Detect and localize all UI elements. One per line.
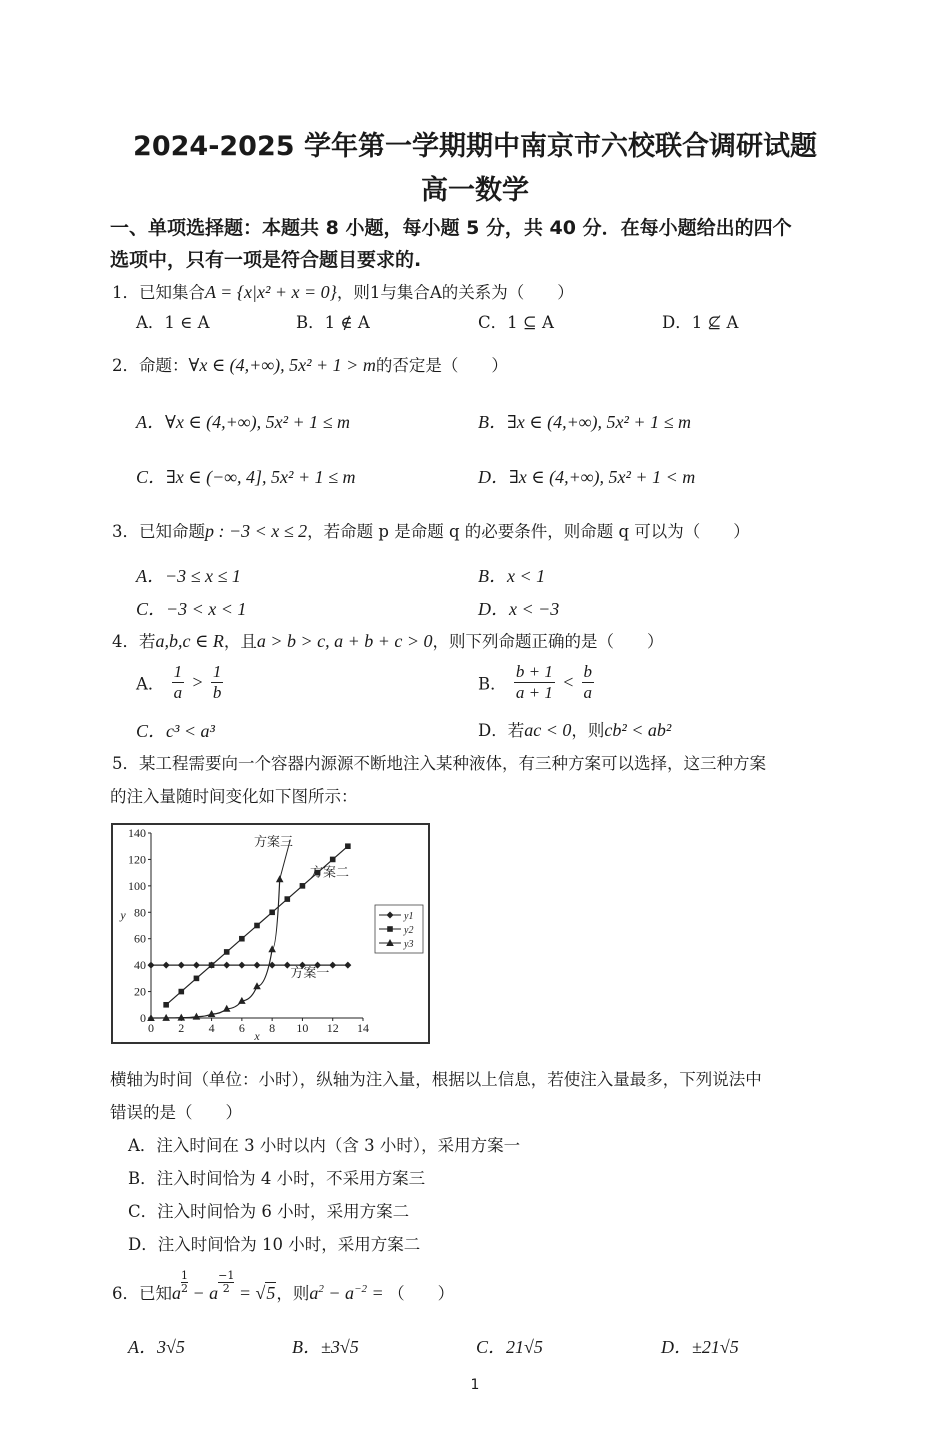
q6-stem-b: ，则 — [276, 1284, 310, 1303]
q6-a1: a — [172, 1283, 181, 1303]
q6-exp2-num: −1 — [218, 1269, 235, 1282]
q2-stem-a: 命题： — [139, 356, 189, 375]
q6-exp2 — [218, 1270, 234, 1295]
y-tick-label: 60 — [134, 931, 146, 946]
q3-option-b: B．x < 1 — [478, 566, 546, 586]
series-y1-point — [329, 962, 336, 969]
series-y2-point — [284, 896, 290, 902]
question-6-stem — [112, 1269, 455, 1305]
series-y1-point — [178, 962, 185, 969]
q4-option-a-gt: > — [191, 672, 204, 692]
q6-option-a: A．3√5 — [128, 1337, 185, 1357]
y-axis-label: y — [120, 907, 126, 922]
q4-option-a-frac1-den: a — [173, 683, 183, 702]
q4-option-b-label: B． — [478, 674, 507, 694]
y-tick-label: 140 — [128, 826, 146, 840]
series-y2-point — [300, 883, 306, 889]
legend-label: y2 — [404, 925, 414, 936]
q4-option-a-frac2 — [211, 662, 224, 703]
question-5-stem-line2: 的注入量随时间变化如下图所示： — [110, 787, 358, 806]
q2-stem-b: 的否定是（ ） — [375, 356, 508, 375]
series-y1-point — [238, 962, 245, 969]
series-y2-point — [254, 923, 260, 929]
q4-option-a-frac1 — [172, 662, 185, 703]
y-tick-label: 80 — [134, 905, 146, 920]
q4-expr2: a > b > c, a + b + c > 0 — [256, 631, 433, 651]
q6-stem-a: 已知 — [139, 1284, 172, 1303]
q4-option-d-c: ，则 — [571, 721, 605, 740]
q1-stem-a: 已知集合 — [139, 283, 205, 302]
q6-option-d: D．±21√5 — [661, 1337, 739, 1357]
q2-number: 2． — [112, 356, 139, 375]
q5-option-d: D．注入时间恰为 10 小时，采用方案二 — [128, 1235, 421, 1254]
y-tick-label: 0 — [140, 1011, 146, 1025]
q6-exp1-den: 2 — [181, 1282, 188, 1295]
series-y1-point — [223, 962, 230, 969]
q6-eq: = √5 — [234, 1283, 276, 1303]
x-tick-label: 6 — [238, 1021, 245, 1035]
series-y2-point — [194, 976, 200, 982]
q1-stem-b: ，则1与集合A的关系为（ ） — [336, 283, 574, 302]
q2-expr: ∀x ∈ (4,+∞), 5x² + 1 > m — [188, 355, 376, 375]
q4-stem-a: 若 — [139, 632, 156, 651]
q6-stem-c: （ ） — [388, 1284, 455, 1303]
q4-option-b-frac2-num: b — [583, 662, 593, 681]
q4-option-c: C．c³ < a³ — [136, 721, 215, 741]
question-4-stem — [112, 628, 664, 652]
q4-option-d — [478, 717, 671, 741]
exam-subtitle: 高一数学 — [421, 175, 529, 206]
legend-label: y3 — [404, 939, 414, 950]
q4-option-b-frac1-num: b + 1 — [515, 662, 553, 681]
annotation-plan2: 方案二 — [310, 865, 350, 881]
question-5-stem-line1 — [112, 750, 766, 774]
injection-chart — [113, 825, 428, 1042]
y-tick-label: 20 — [134, 984, 146, 999]
q3-option-c: C．−3 < x < 1 — [136, 599, 247, 619]
q4-option-d-a: D．若 — [478, 721, 525, 740]
x-tick-label: 10 — [296, 1021, 309, 1035]
q3-option-d: D．x < −3 — [478, 599, 560, 619]
series-y1-point — [254, 962, 261, 969]
q4-option-d-d: cb² < ab² — [604, 720, 672, 740]
q2-option-c: C．∃x ∈ (−∞, 4], 5x² + 1 ≤ m — [136, 467, 356, 487]
question-1-stem — [112, 279, 574, 303]
legend-label: y1 — [404, 911, 414, 922]
series-y2-point — [345, 843, 351, 849]
q6-option-c: C．21√5 — [476, 1337, 543, 1357]
q5-option-c: C．注入时间恰为 6 小时，采用方案二 — [128, 1202, 410, 1221]
q3-option-a: A．−3 ≤ x ≤ 1 — [136, 566, 241, 586]
q4-option-a-frac2-den: b — [212, 683, 222, 702]
section-header-line1: 一、单项选择题：本题共 8 小题，每小题 5 分，共 40 分．在每小题给出的四个 — [110, 217, 792, 239]
q3-stem-a: 已知命题 — [139, 522, 205, 541]
question-2-stem — [112, 352, 508, 376]
y-tick-label: 100 — [128, 878, 146, 893]
q4-stem-c: ，则下列命题正确的是（ ） — [432, 632, 664, 651]
q6-minus: − a — [188, 1283, 219, 1303]
annotation-plan3: 方案三 — [253, 835, 293, 851]
q2-option-b: B．∃x ∈ (4,+∞), 5x² + 1 ≤ m — [478, 412, 691, 432]
series-y3-point — [276, 875, 284, 882]
q5-after-line1: 横轴为时间（单位：小时），纵轴为注入量，根据以上信息，若使注入量最多，下列说法中 — [110, 1070, 762, 1089]
q1-option-d: D．1 ⊈ A — [662, 313, 739, 332]
x-tick-label: 12 — [326, 1021, 339, 1035]
q1-option-c: C．1 ⊆ A — [478, 313, 554, 332]
q4-option-b-lt: < — [562, 672, 575, 692]
q6-option-b: B．±3√5 — [292, 1337, 359, 1357]
q5-after-line2: 错误的是（ ） — [110, 1103, 242, 1122]
q1-set: A = {x|x² + x = 0} — [205, 282, 337, 302]
q4-stem-b: ，且 — [223, 632, 257, 651]
y-tick-label: 40 — [134, 958, 146, 973]
series-y2-point — [209, 962, 215, 968]
annotation-plan1: 方案一 — [290, 966, 330, 982]
q2-option-a: A．∀x ∈ (4,+∞), 5x² + 1 ≤ m — [136, 412, 351, 432]
q5-number: 5． — [112, 754, 139, 773]
q6-target: $a^2 - a^{-2}$ = — [309, 1283, 389, 1303]
q4-option-b-frac1 — [514, 662, 555, 703]
q3-p: p : −3 < x ≤ 2 — [205, 521, 308, 541]
q4-option-a — [136, 662, 225, 703]
q4-option-b — [478, 662, 596, 703]
series-y3-point — [268, 945, 276, 952]
series-y2-point — [269, 909, 275, 915]
series-y2-point — [239, 936, 245, 942]
series-y1-point — [163, 962, 170, 969]
q4-expr: a,b,c ∈ R — [155, 631, 224, 651]
series-y2-point — [163, 1002, 169, 1008]
q4-option-d-b: ac < 0 — [524, 720, 572, 740]
q4-option-b-frac1-den: a + 1 — [515, 683, 553, 702]
q4-option-b-frac2-den: a — [583, 683, 593, 702]
q4-option-b-frac2 — [582, 662, 595, 703]
q3-number: 3． — [112, 522, 139, 541]
q1-option-a: A．1 ∈ A — [136, 313, 210, 332]
x-axis-label: x — [254, 1029, 260, 1042]
q5-option-b: B．注入时间恰为 4 小时，不采用方案三 — [128, 1169, 426, 1188]
q2-option-d: D．∃x ∈ (4,+∞), 5x² + 1 < m — [478, 467, 696, 487]
series-y2-point — [224, 949, 230, 955]
q6-exp2-den: 2 — [222, 1282, 230, 1295]
x-tick-label: 2 — [178, 1021, 185, 1035]
q1-number: 1． — [112, 283, 139, 302]
q4-number: 4． — [112, 632, 139, 651]
legend-marker — [387, 926, 393, 932]
section-header-line2: 选项中，只有一项是符合题目要求的. — [110, 249, 422, 271]
q6-exp1 — [181, 1270, 188, 1295]
x-tick-label: 14 — [357, 1021, 369, 1035]
q3-stem-b: ，若命题 p 是命题 q 的必要条件，则命题 q 可以为（ ） — [307, 522, 750, 541]
x-tick-label: 4 — [208, 1021, 215, 1035]
x-tick-label: 0 — [148, 1021, 154, 1035]
series-y1-point — [344, 962, 351, 969]
chart-container — [111, 823, 430, 1044]
q5-stem1: 某工程需要向一个容器内源源不断地注入某种液体，有三种方案可以选择，这三种方案 — [139, 754, 766, 773]
q5-option-a: A．注入时间在 3 小时以内（含 3 小时），采用方案一 — [128, 1136, 521, 1155]
series-y3-line — [151, 879, 280, 1018]
q4-option-a-label: A． — [136, 674, 165, 694]
q4-option-a-frac1-num: 1 — [173, 662, 183, 681]
q1-option-b: B．1 ∉ A — [296, 313, 370, 332]
x-tick-label: 8 — [269, 1021, 276, 1035]
q6-number: 6． — [112, 1284, 139, 1303]
q4-option-a-frac2-num: 1 — [212, 662, 222, 681]
series-y2-point — [178, 989, 184, 995]
exam-title: 2024-2025 学年第一学期期中南京市六校联合调研试题 — [133, 131, 817, 162]
series-y2-point — [330, 857, 336, 863]
series-y1-point — [193, 962, 200, 969]
q6-exp1-num: 1 — [181, 1269, 188, 1282]
question-3-stem — [112, 518, 750, 542]
series-y1-point — [148, 962, 155, 969]
y-tick-label: 120 — [128, 852, 146, 867]
page-number: 1 — [470, 1377, 480, 1393]
